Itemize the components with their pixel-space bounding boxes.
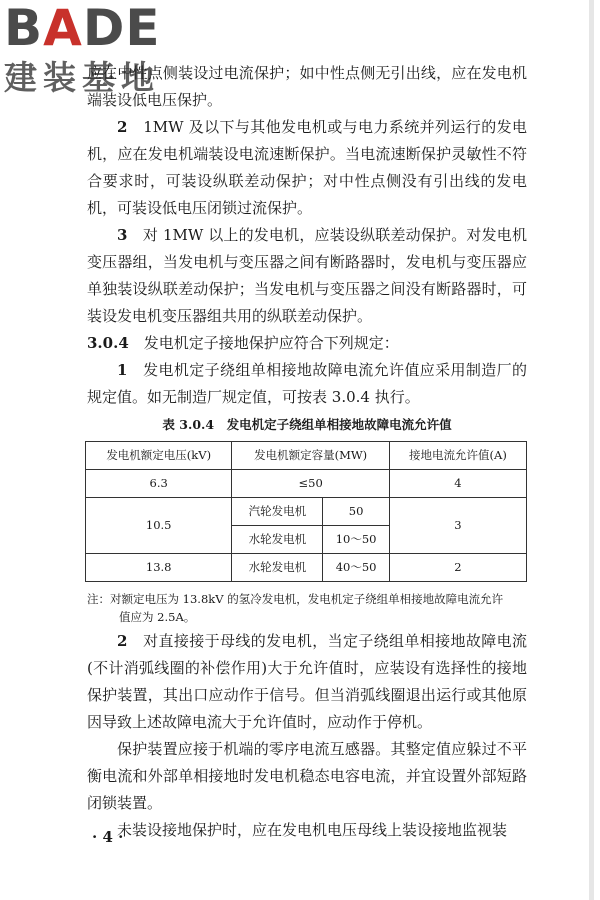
cell-current: 3: [389, 498, 526, 554]
document-body: [87, 60, 527, 844]
item-2-after: 2 对直接接于母线的发电机，当定子绕组单相接地故障电流(不计消弧线圈的补偿作用)大于允许值时，应装设有选择性的接地保护装置，其出口应动作于信号。但当消弧线圈退出运行或其他原因导致上述故障电流大于允许值时，应动作于停机。: [87, 632, 527, 731]
cell-current: 2: [389, 554, 526, 582]
table-note: [87, 590, 527, 626]
cell-capacity: ≤50: [232, 470, 390, 498]
table-title: 表 3.0.4 发电机定子绕组单相接地故障电流允许值: [162, 417, 452, 432]
cell-voltage: 6.3: [86, 470, 232, 498]
cell-type: 汽轮发电机: [232, 498, 323, 526]
current-limit-table: [85, 441, 527, 582]
cell-type: 水轮发电机: [232, 526, 323, 554]
table-header-row: [86, 442, 527, 470]
cell-voltage: 10.5: [86, 498, 232, 554]
item-1: 1 发电机定子绕组单相接地故障电流允许值应采用制造厂的规定值。如无制造厂规定值，可按表 3.0.4 执行。: [87, 361, 527, 406]
paragraph-protection: 保护装置应接于机端的零序电流互感器。其整定值应躲过不平衡电流和外部单相接地时发电机稳态电容电流，并宜设置外部短路闭锁装置。: [87, 740, 527, 812]
item-3: 3 对 1MW 以上的发电机，应装设纵联差动保护。对发电机变压器组，当发电机与变压器之间有断路器时，发电机与变压器应单独装设纵联差动保护；当发电机与变压器之间没有断路器时，可装设发电机变压器组共用的纵联差动保护。: [87, 226, 527, 325]
table-row: [86, 498, 527, 526]
page-number: · 4 ·: [92, 828, 124, 846]
header-voltage: 发电机额定电压(kV): [86, 442, 232, 470]
logo-subtitle: 建装基地: [4, 58, 160, 97]
scan-edge-strip: [589, 0, 594, 900]
paragraph-monitoring: 未装设接地保护时，应在发电机电压母线上装设接地监视装: [117, 821, 508, 839]
table-row: [86, 554, 527, 582]
logo-wordmark: BADE: [4, 0, 161, 57]
cell-capacity: 10～50: [323, 526, 390, 554]
cell-capacity: 50: [323, 498, 390, 526]
cell-capacity: 40～50: [323, 554, 390, 582]
paragraph-continued: 应在中性点侧装设过电流保护；如中性点侧无引出线，应在发电机端装设低电压保护。: [87, 64, 527, 109]
header-capacity: 发电机额定容量(MW): [232, 442, 390, 470]
cell-type: 水轮发电机: [232, 554, 323, 582]
cell-current: 4: [389, 470, 526, 498]
note-line-1: 注：对额定电压为 13.8kV 的氢冷发电机，发电机定子绕组单相接地故障电流允许: [87, 592, 504, 606]
note-line-2: 值应为 2.5A。: [119, 610, 196, 624]
clause-3-0-4: 3.0.4 发电机定子接地保护应符合下列规定：: [87, 334, 399, 352]
item-2: 2 1MW 及以下与其他发电机或与电力系统并列运行的发电机，应在发电机端装设电流速断保护。当电流速断保护灵敏性不符合要求时，可装设纵联差动保护；对中性点侧没有引出线的发电机，可装设低电压闭锁过流保护。: [87, 118, 527, 217]
header-current: 接地电流允许值(A): [389, 442, 526, 470]
cell-voltage: 13.8: [86, 554, 232, 582]
table-row: [86, 470, 527, 498]
